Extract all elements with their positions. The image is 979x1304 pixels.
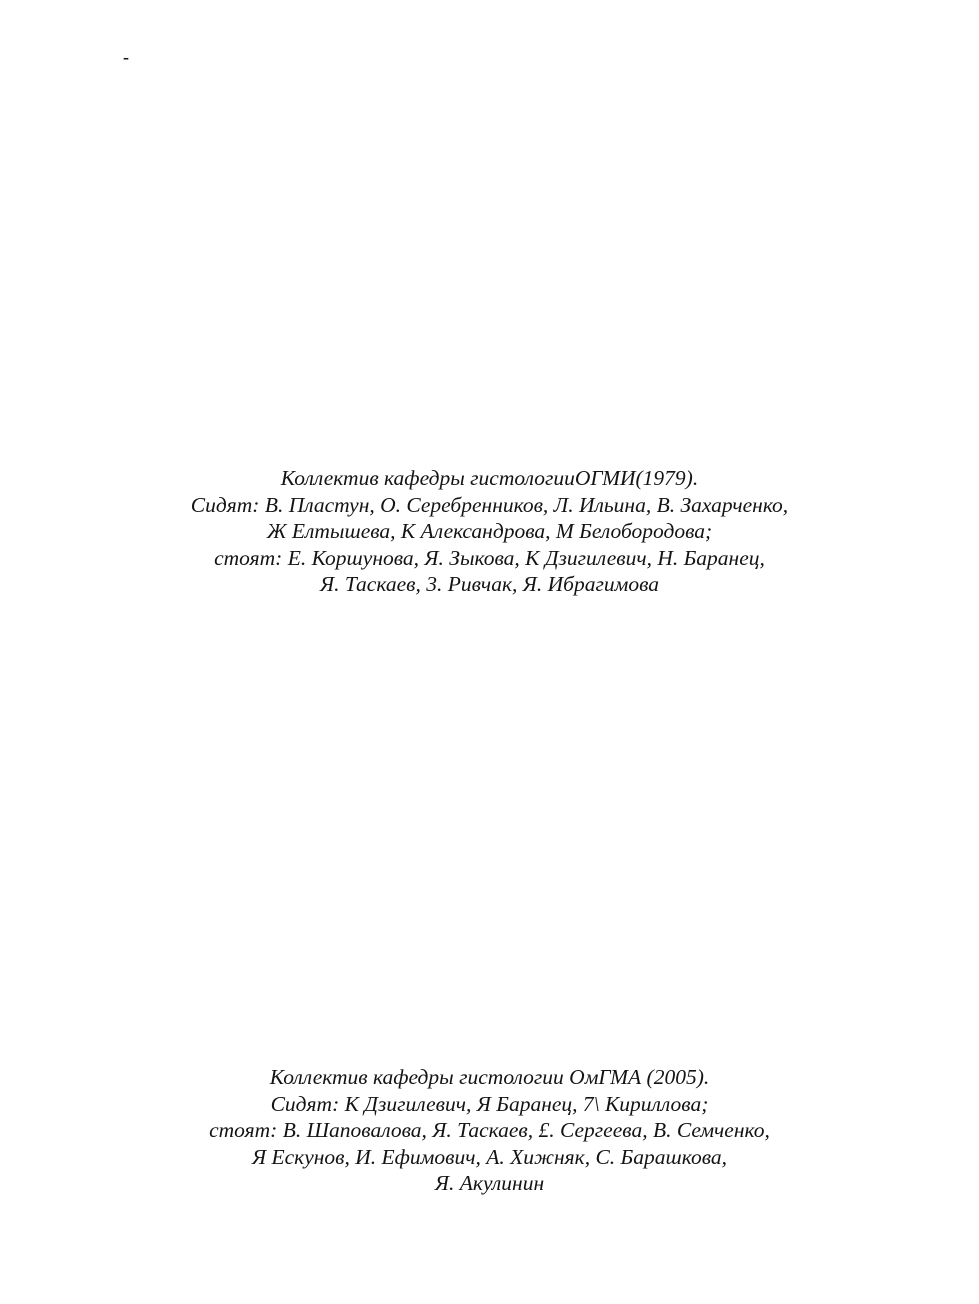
caption-line: стоят: Е. Коршунова, Я. Зыкова, К Дзигилевич, Н. Баранец, xyxy=(214,545,765,570)
caption-line: Я. Таскаев, 3. Ривчак, Я. Ибрагимова xyxy=(319,572,660,596)
caption-line: Сидят: В. Пластун, О. Серебренников, Л. Ильина, В. Захарченко, xyxy=(190,492,789,517)
caption-title: Коллектив кафедры гистологииОГМИ(1979). xyxy=(280,466,699,490)
photo-caption-2005 xyxy=(0,1064,979,1197)
caption-line: Я. Акулинин xyxy=(434,1171,545,1195)
stray-mark: - xyxy=(123,47,129,67)
photo-caption-1979 xyxy=(0,465,979,598)
caption-line: Сидят: К Дзигилевич, Я Баранец, 7\ Кириллова; xyxy=(270,1091,709,1116)
caption-title: Коллектив кафедры гистологии ОмГМА (2005). xyxy=(269,1065,710,1089)
caption-line: Я Ескунов, И. Ефимович, А. Хижняк, С. Барашкова, xyxy=(251,1144,728,1169)
caption-line: Ж Елтышева, К Александрова, М Белобородова; xyxy=(266,519,713,543)
caption-line: стоят: В. Шаповалова, Я. Таскаев, £. Сергеева, В. Семченко, xyxy=(209,1118,770,1142)
